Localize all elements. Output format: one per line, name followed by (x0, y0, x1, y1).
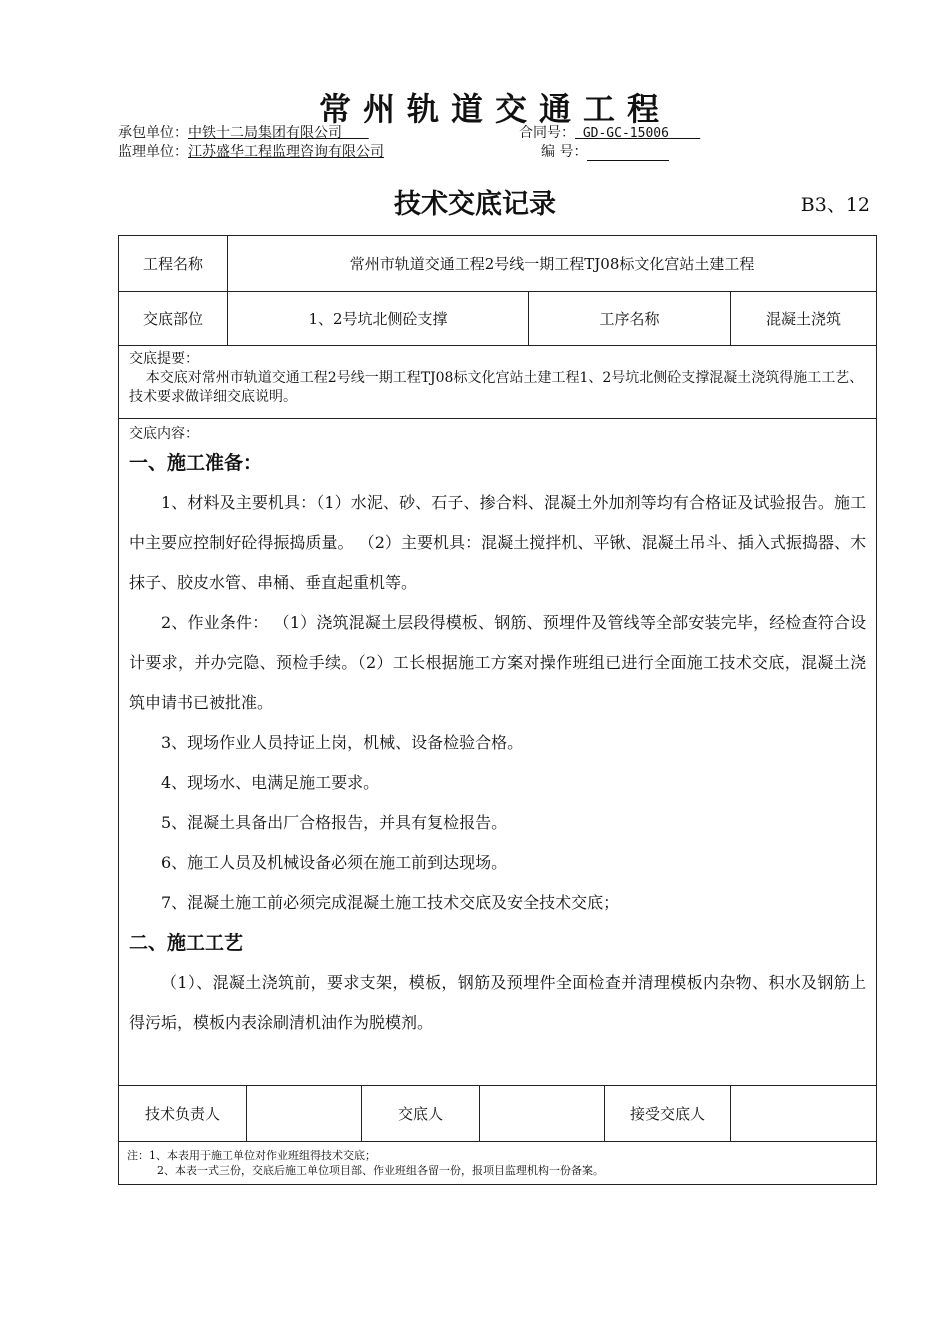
section2-title: 二、施工工艺 (129, 932, 244, 954)
content-label: 交底内容： (129, 426, 199, 442)
contract-no-line (519, 124, 700, 143)
content-cell (119, 419, 877, 1086)
section1-item: 5、混凝土具备出厂合格报告，并具有复检报告。 (161, 813, 508, 832)
receiver-label: 接受交底人 (605, 1086, 731, 1142)
project-name-value: 常州市轨道交通工程2号线一期工程TJ08标文化宫站土建工程 (228, 236, 877, 292)
serial-value-blank (587, 146, 669, 161)
supervisor-line (118, 143, 384, 161)
contractor-label: 承包单位： (118, 125, 188, 141)
serial-label: 编 号： (541, 144, 588, 160)
location-label: 交底部位 (119, 292, 228, 346)
serial-line (541, 143, 669, 161)
receiver-signature (731, 1086, 877, 1142)
note-2: 2、本表一式三份，交底后施工单位项目部、作业班组各留一份，报项目监理机构一份备案。 (157, 1164, 604, 1177)
section1-item: 7、混凝土施工前必须完成混凝土施工技术交底及安全技术交底； (161, 893, 620, 912)
project-name-label: 工程名称 (119, 236, 228, 292)
contract-no-label: 合同号： (519, 125, 575, 141)
section1-title: 一、施工准备： (129, 452, 263, 474)
contractor-line (118, 124, 369, 142)
section1-item: 4、现场水、电满足施工要求。 (161, 773, 380, 792)
section1-item: 6、施工人员及机械设备必须在施工前到达现场。 (161, 853, 508, 872)
tech-lead-label: 技术负责人 (119, 1086, 247, 1142)
note-1: 注：1、本表用于施工单位对作业班组得技术交底； (127, 1149, 376, 1162)
contractor-value: 中铁十二局集团有限公司 (188, 125, 342, 141)
tech-lead-signature (247, 1086, 362, 1142)
summary-cell (119, 346, 877, 419)
supervisor-value: 江苏盛华工程监理咨询有限公司 (188, 144, 384, 160)
supervisor-label: 监理单位： (118, 144, 188, 160)
location-value: 1、2号坑北侧砼支撑 (228, 292, 529, 346)
disclosure-form (118, 235, 877, 1185)
discloser-signature (480, 1086, 605, 1142)
contract-no-value: GD-GC-15006 (582, 126, 669, 141)
notes-cell (119, 1142, 877, 1185)
summary-label: 交底提要： (129, 351, 199, 367)
form-code: B3、12 (800, 194, 870, 216)
section2-item: （1）、混凝土浇筑前，要求支架，模板，钢筋及预埋件全面检查并清理模板内杂物、积水及钢筋上得污垢，模板内表涂刷清机油作为脱模剂。 (129, 973, 867, 1032)
section1-item: 2、作业条件： （1）浇筑混凝土层段得模板、钢筋、预埋件及管线等全部安装完毕，经检查符合设计要求，并办完隐、预检手续。（2）工长根据施工方案对操作班组已进行全面施工技术交底，混凝土浇筑申请书已被批准。 (129, 613, 867, 712)
process-label: 工序名称 (529, 292, 731, 346)
record-title: 技术交底记录 (394, 189, 556, 220)
main-title: 常州轨道交通工程 (318, 90, 671, 128)
process-value: 混凝土浇筑 (731, 292, 877, 346)
section1-item: 1、材料及主要机具：（1）水泥、砂、石子、掺合料、混凝土外加剂等均有合格证及试验报告。施工中主要应控制好砼得振捣质量。 （2）主要机具：混凝土搅拌机、平锹、混凝土吊斗、插入式振捣器、木抹子、胶皮水管、串桶、垂直起重机等。 (129, 493, 867, 592)
discloser-label: 交底人 (362, 1086, 480, 1142)
summary-text: 本交底对常州市轨道交通工程2号线一期工程TJ08标文化宫站土建工程1、2号坑北侧砼支撑混凝土浇筑得施工工艺、技术要求做详细交底说明。 (129, 370, 864, 405)
section1-item: 3、现场作业人员持证上岗，机械、设备检验合格。 (161, 733, 524, 752)
